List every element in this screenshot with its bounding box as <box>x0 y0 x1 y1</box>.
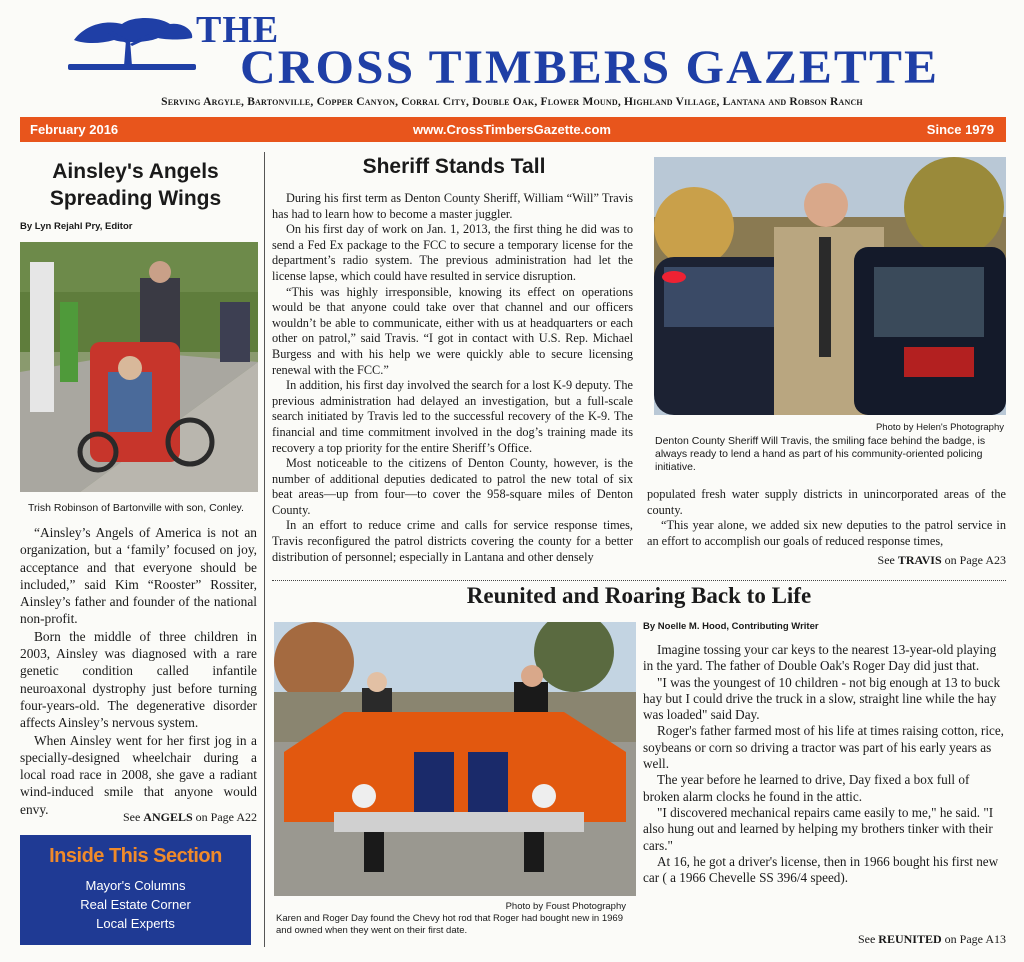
see-prefix: See <box>122 810 141 824</box>
reunited-photo <box>274 622 636 896</box>
column-divider <box>264 152 265 582</box>
see-suffix: on Page A23 <box>944 553 1006 567</box>
sheriff-continued <box>647 487 1006 549</box>
issue-date: February 2016 <box>30 122 119 137</box>
masthead-title: CROSS TIMBERS GAZETTE <box>240 41 940 94</box>
sheriff-paragraph: “This year alone, we added six new deputies to the patrol service in an effort to accomplish our goals of reduced response times, <box>647 518 1006 548</box>
angels-photo <box>20 242 258 492</box>
angels-paragraph: When Ainsley went for her first jog in a specially-designed wheelchair during a local road race in 2008, she gave a radiant wind-induced smile that anyone would envy. <box>20 732 257 817</box>
angels-headline-line-2: Spreading Wings <box>49 187 222 210</box>
reunited-paragraph: Imagine tossing your car keys to the nearest 13-year-old playing in the yard. The father of Double Oak's Roger Day did just that. <box>643 642 997 674</box>
see-keyword: ANGELS <box>143 810 193 824</box>
website-link[interactable]: www.CrossTimbersGazette.com <box>413 122 611 137</box>
see-prefix: See <box>857 932 876 946</box>
sheriff-paragraph: In an effort to reduce crime and calls for service response times, Travis reconfigured the patrol districts covering the county for a better distribution of personnel; especially in Lantana and other densely <box>272 518 633 564</box>
sheriff-paragraph: On his first day of work on Jan. 1, 2013, the first thing he did was to send a Fed Ex package to the FCC to secure a temporary license for the department’s radio system. The previous administration had let the license lapse, which could have resulted in service disruption. <box>272 222 633 283</box>
angels-body <box>20 524 257 818</box>
sheriff-photo-credit: Photo by Helen's Photography <box>875 422 1004 433</box>
sheriff-paragraph: “This was highly irresponsible, knowing its effect on operations would be that anyone could take over that channel and our officers wouldn’t be able to communicate, either with us at headquarters or each other on patrol,” said Travis. “I got in contact with U.S. Rep. Michael Burgess and with his help we were quickly able to secure licensing renewal with the FCC.” <box>272 284 633 377</box>
masthead-the: THE <box>196 9 280 51</box>
reunited-paragraph: "I discovered mechanical repairs came easily to me," he said. "I also hung out and learned by helping my brothers tinker with their cars." <box>643 804 994 853</box>
reunited-paragraph: The year before he learned to drive, Day fixed a box full of broken alarm clocks he found in the attic. <box>643 772 970 804</box>
sheriff-see-more[interactable] <box>647 553 1006 568</box>
inside-item[interactable]: Mayor's Columns <box>85 878 186 893</box>
reunited-paragraph: "I was the youngest of 10 children - not big enough at 13 to buck hay but I could drive the truck in a slow, straight line while the hay was loaded" said Day. <box>643 674 1001 723</box>
sheriff-paragraph: Most noticeable to the citizens of Denton County, however, is the number of additional deputies dedicated to patrol the new total of six beat areas—up from four—to cover the 958-square miles of Denton County. <box>272 456 633 517</box>
see-suffix: on Page A22 <box>195 810 257 824</box>
section-divider <box>272 580 1006 581</box>
sheriff-headline: Sheriff Stands Tall <box>362 155 546 178</box>
see-suffix: on Page A13 <box>944 932 1006 946</box>
tree-logo-icon <box>66 10 198 72</box>
column-divider <box>264 582 265 947</box>
serving-line: Serving Argyle, Bartonville, Copper Canyon, Corral City, Double Oak, Flower Mound, Highland Village, Lantana and Robson Ranch <box>161 96 863 108</box>
sheriff-caption: Denton County Sheriff Will Travis, the smiling face behind the badge, is always ready to lend a hand as part of his community-oriented policing initiative. <box>655 435 986 473</box>
see-prefix: See <box>877 553 895 567</box>
sheriff-body <box>272 191 633 565</box>
inside-item[interactable]: Real Estate Corner <box>80 897 191 912</box>
angels-caption: Trish Robinson of Bartonville with son, Conley. <box>28 502 244 514</box>
angels-headline <box>20 158 251 212</box>
sheriff-paragraph: During his first term as Denton County Sheriff, William “Will” Travis has had to learn how to become a master juggler. <box>272 191 633 221</box>
reunited-paragraph: At 16, he got a driver's license, then in 1966 bought his first new car ( a 1966 Chevelle SS 396/4 speed). <box>643 853 999 886</box>
reunited-photo-credit: Photo by Foust Photography <box>505 901 626 912</box>
reunited-body <box>643 642 1006 886</box>
sheriff-paragraph: In addition, his first day involved the search for a lost K-9 deputy. The previous administration had delayed an investigation, but a full-scale search initiated by Travis led to the successful recovery of the K-9. The financial and time commitment involved in the dog’s training made its recovery a top priority for the entire Sheriff’s Office. <box>272 378 633 455</box>
inside-item[interactable]: Local Experts <box>96 916 175 931</box>
sheriff-photo <box>654 157 1006 415</box>
angels-see-more[interactable] <box>20 810 257 825</box>
angels-headline-line-1: Ainsley's Angels <box>52 160 219 183</box>
reunited-paragraph: Roger's father farmed most of his life at times raising cotton, rice, soybeans or corn so driving a tractor was part of his early years as well. <box>643 723 1004 772</box>
sheriff-paragraph: populated fresh water supply districts in unincorporated areas of the county. <box>647 487 1006 517</box>
angels-byline: By Lyn Rejahl Pry, Editor <box>20 221 133 232</box>
angels-paragraph: Born the middle of three children in 2003, Ainsley was diagnosed with a rare genetic condition called infantile neuroaxonal dystrophy just before turning four-years-old. The degenerative disorder affects Ainsley’s nervous system. <box>20 628 257 731</box>
inside-section-title: Inside This Section <box>49 845 222 867</box>
reunited-see-more[interactable] <box>643 932 1006 947</box>
see-keyword: TRAVIS <box>897 553 942 567</box>
reunited-byline: By Noelle M. Hood, Contributing Writer <box>643 621 819 632</box>
angels-paragraph: “Ainsley’s Angels of America is not an organization, but a ‘family’ focused on joy, acceptance and that everyone should be included,” said Kim “Rooster” Rossiter, Ainsley’s father and founder of the national non-profit. <box>20 525 257 627</box>
reunited-headline: Reunited and Roaring Back to Life <box>466 583 812 608</box>
see-keyword: REUNITED <box>878 932 942 946</box>
since-label: Since 1979 <box>926 122 994 137</box>
reunited-caption: Karen and Roger Day found the Chevy hot rod that Roger had bought new in 1969 and owned when they went on their first date. <box>276 913 623 936</box>
